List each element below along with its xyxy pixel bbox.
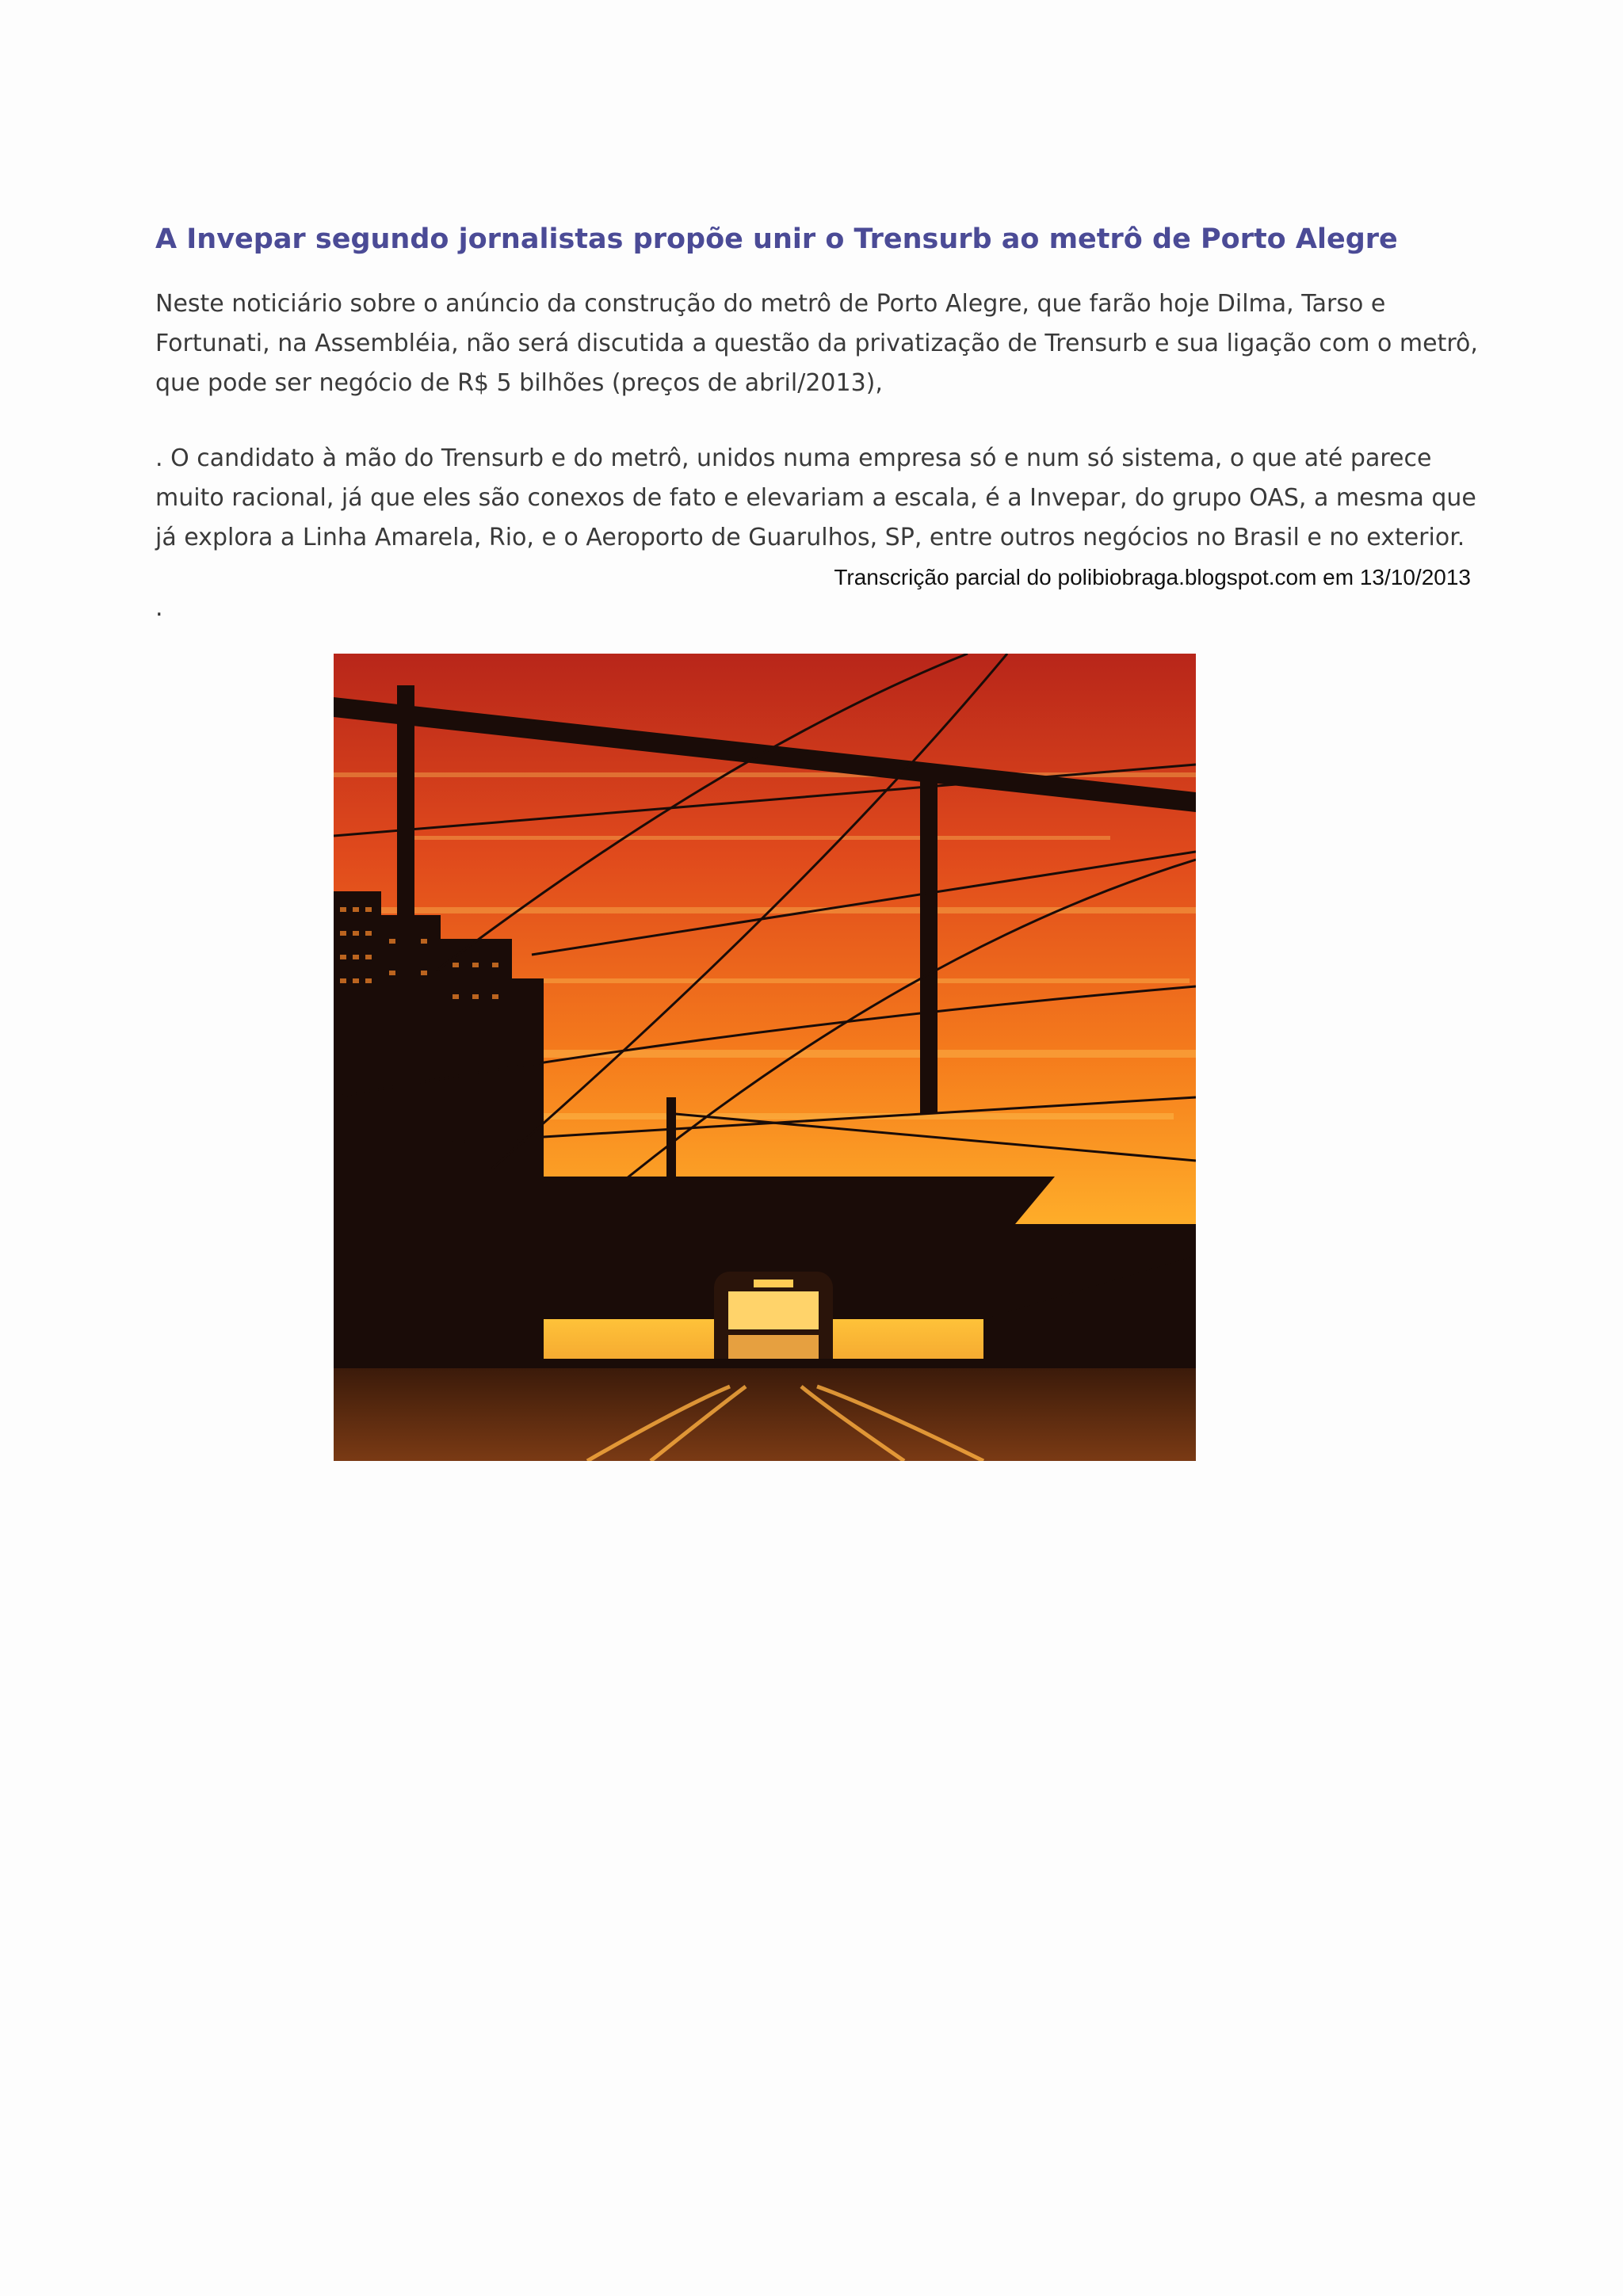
- trailing-mark: .: [155, 594, 163, 622]
- source-credit: Transcrição parcial do polibiobraga.blogspot.com em 13/10/2013: [834, 565, 1471, 589]
- train-station-photo: [334, 654, 1196, 1461]
- article-paragraph-2: . O candidato à mão do Trensurb e do metrô, unidos numa empresa só e num só sistema, o que até parece muito racional, já que eles são conexos de fato e elevariam a escala, é a Invepar, do grupo OAS, a mesma que já explora a Linha Amarela, Rio, e o Aeroporto de Guarulhos, SP, entre outros negócios no Brasil e no exterior.: [155, 444, 1476, 551]
- article-title: A Invepar segundo jornalistas propõe unir o Trensurb ao metrô de Porto Alegre: [155, 223, 1398, 255]
- article-paragraph-1: Neste noticiário sobre o anúncio da construção do metrô de Porto Alegre, que farão hoje Dilma, Tarso e Fortunati, na Assembléia, não será discutida a questão da privatização de Trensurb e sua ligação com o metrô, que pode ser negócio de R$ 5 bilhões (preços de abril/2013),: [155, 290, 1478, 397]
